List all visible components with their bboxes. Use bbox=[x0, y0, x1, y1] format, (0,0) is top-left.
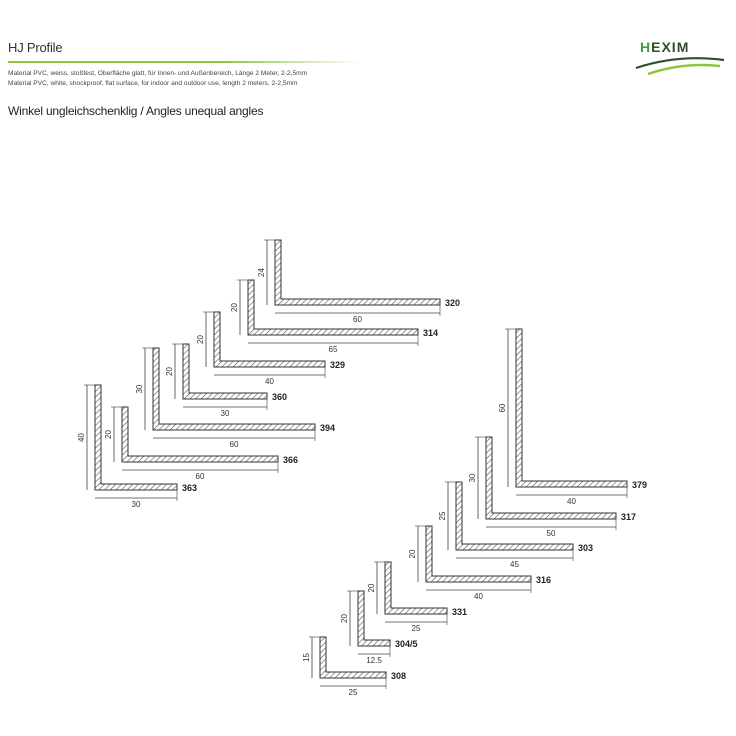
description-german: Material PVC, weiss, stoßfest, Oberfläche glatt, für Innen- und Außenbereich, Länge 2 Meter, 2-2,5mm bbox=[8, 70, 308, 77]
profile-320 bbox=[257, 240, 460, 324]
logo-letter-h: H bbox=[640, 39, 652, 55]
profile-366 bbox=[104, 407, 298, 481]
profile-shape-360 bbox=[183, 344, 267, 399]
page-title: HJ Profile bbox=[8, 40, 63, 55]
horizontal-dimension-label: 25 bbox=[411, 624, 421, 633]
profile-code-label: 329 bbox=[330, 360, 346, 370]
profile-329 bbox=[196, 312, 345, 386]
vertical-dimension-label: 30 bbox=[468, 473, 477, 483]
profile-code-label: 331 bbox=[452, 607, 468, 617]
horizontal-dimension-label: 40 bbox=[567, 497, 576, 506]
vertical-dimension-label: 15 bbox=[302, 653, 311, 662]
profile-code-label: 308 bbox=[391, 671, 407, 681]
vertical-dimension-label: 30 bbox=[135, 384, 144, 394]
profile-code-label: 314 bbox=[423, 328, 439, 338]
profile-shape-314 bbox=[248, 280, 418, 335]
profile-shape-317 bbox=[486, 437, 616, 519]
profile-code-label: 366 bbox=[283, 455, 299, 465]
horizontal-dimension-label: 30 bbox=[131, 500, 141, 509]
horizontal-dimension-label: 12.5 bbox=[366, 656, 382, 665]
profile-379 bbox=[498, 329, 647, 506]
profile-shape-394 bbox=[153, 348, 315, 430]
vertical-dimension-label: 25 bbox=[438, 511, 447, 521]
logo-letters: EXIM bbox=[651, 39, 690, 55]
horizontal-dimension-label: 50 bbox=[546, 529, 556, 538]
horizontal-dimension-label: 40 bbox=[265, 377, 274, 386]
vertical-dimension-label: 20 bbox=[367, 583, 376, 593]
horizontal-dimension-label: 60 bbox=[353, 315, 362, 324]
horizontal-dimension-label: 60 bbox=[229, 440, 239, 449]
profile-code-label: 303 bbox=[578, 543, 594, 553]
horizontal-dimension-label: 25 bbox=[348, 688, 358, 697]
profile-code-label: 320 bbox=[445, 298, 461, 308]
vertical-dimension-label: 40 bbox=[77, 433, 86, 442]
profile-shape-316 bbox=[426, 526, 531, 582]
profile-code-label: 363 bbox=[182, 483, 198, 493]
vertical-dimension-label: 20 bbox=[165, 367, 174, 376]
vertical-dimension-label: 60 bbox=[498, 403, 507, 413]
profile-shape-379 bbox=[516, 329, 627, 487]
profile-304-5 bbox=[340, 591, 418, 665]
horizontal-dimension-label: 40 bbox=[474, 592, 483, 601]
profile-shape-331 bbox=[385, 562, 447, 614]
horizontal-dimension-label: 60 bbox=[195, 472, 205, 481]
profile-314 bbox=[230, 280, 438, 354]
profile-316 bbox=[408, 526, 551, 601]
vertical-dimension-label: 20 bbox=[104, 430, 113, 439]
horizontal-dimension-label: 65 bbox=[328, 345, 338, 354]
profile-shape-320 bbox=[275, 240, 440, 305]
vertical-dimension-label: 24 bbox=[257, 268, 266, 277]
profile-363 bbox=[77, 385, 197, 509]
vertical-dimension-label: 20 bbox=[196, 335, 205, 344]
description-english: Material PVC, white, shockproof, flat surface, for indoor and outdoor use, length 2 meters, 2-2,5mm bbox=[8, 80, 298, 87]
vertical-dimension-label: 20 bbox=[340, 614, 349, 623]
horizontal-dimension-label: 45 bbox=[510, 560, 519, 569]
profile-code-label: 379 bbox=[632, 480, 648, 490]
profile-code-label: 360 bbox=[272, 392, 288, 402]
profile-code-label: 316 bbox=[536, 575, 552, 585]
profile-code-label: 394 bbox=[320, 423, 336, 433]
vertical-dimension-label: 20 bbox=[230, 303, 239, 312]
profile-code-label: 304/5 bbox=[395, 639, 418, 649]
horizontal-dimension-label: 30 bbox=[220, 409, 230, 418]
profile-shape-329 bbox=[214, 312, 325, 367]
section-title: Winkel ungleichschenklig / Angles unequal angles bbox=[8, 104, 264, 118]
profile-code-label: 317 bbox=[621, 512, 637, 522]
profile-331 bbox=[367, 562, 467, 633]
vertical-dimension-label: 20 bbox=[408, 549, 417, 559]
